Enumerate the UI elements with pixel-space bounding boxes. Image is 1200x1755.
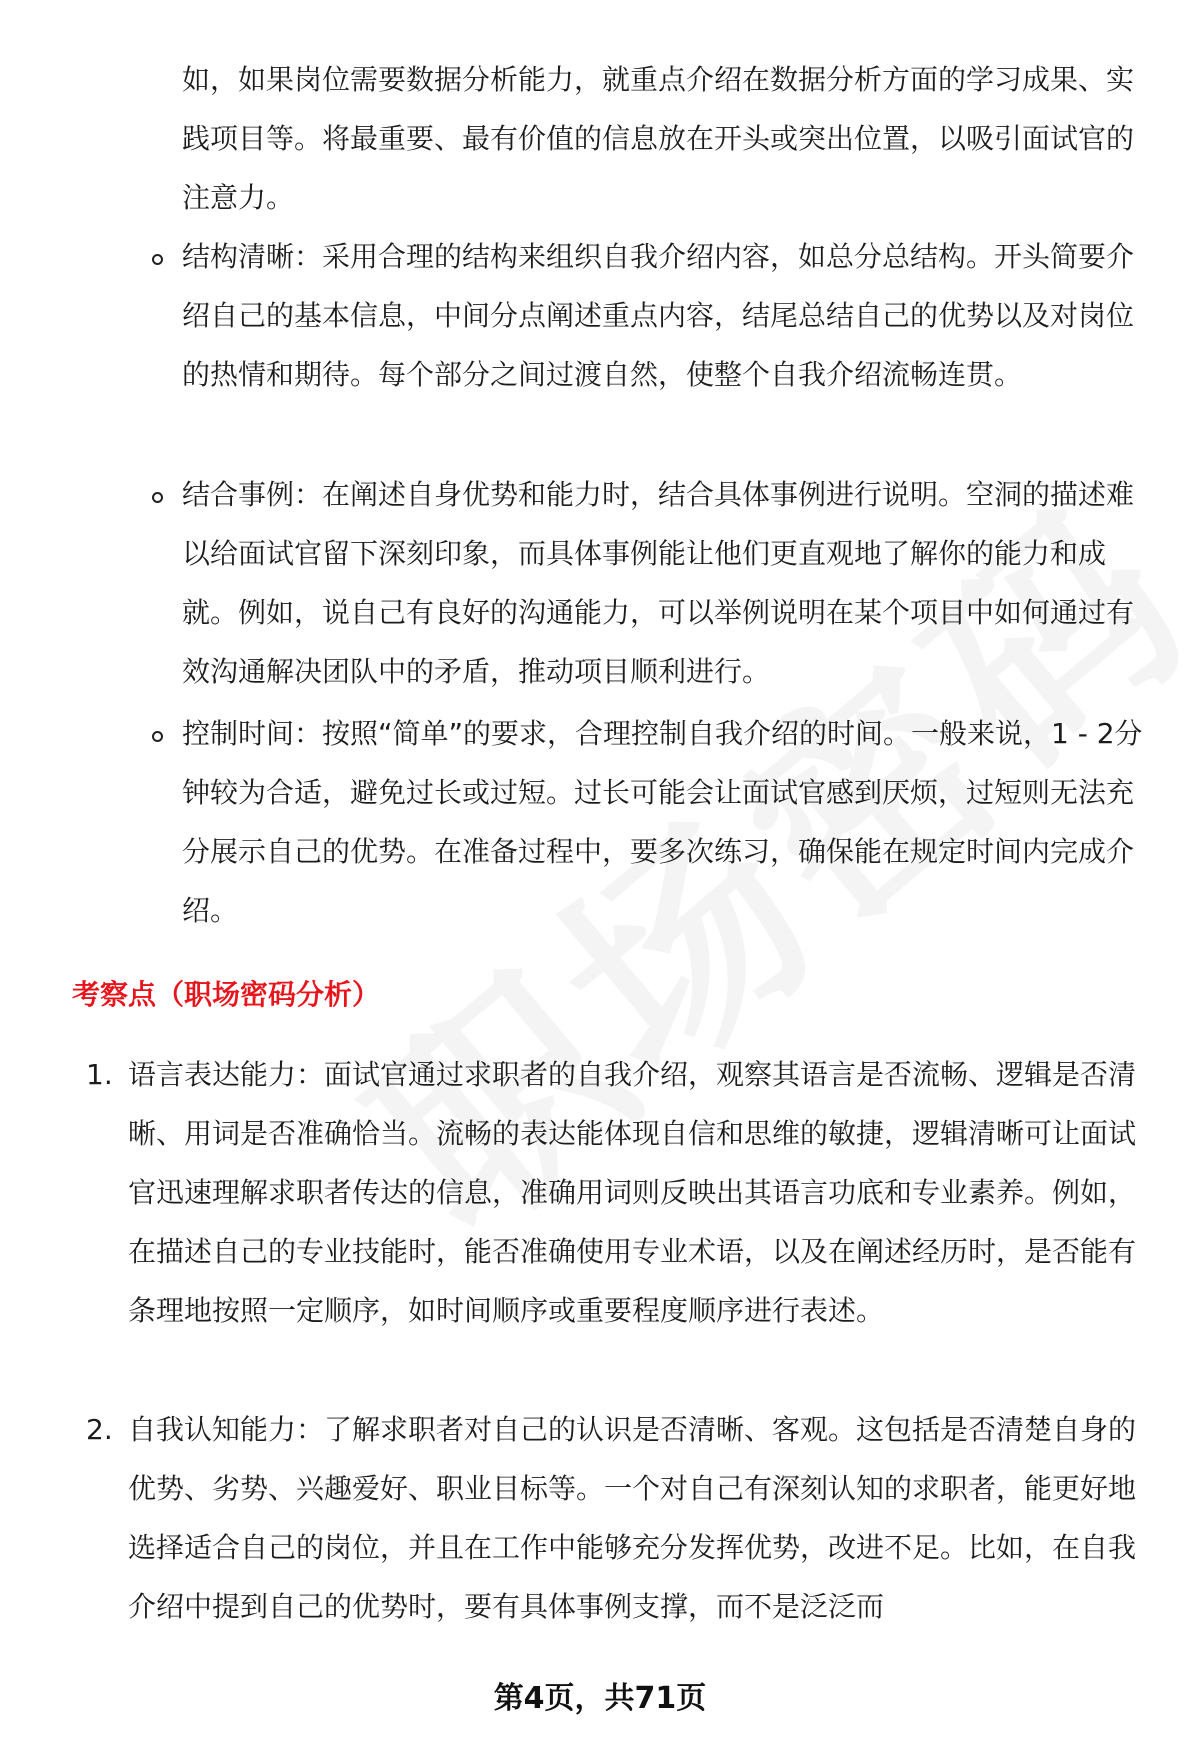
- bullet-examples: 结合事例：在阐述自身优势和能力时，结合具体事例进行说明。空洞的描述难以给面试官留下深刻印象，而具体事例能让他们更直观地了解你的能力和成就。例如，说自己有良好的沟通能力，可以举例说明在某个项目中如何通过有效沟通解决团队中的矛盾，推动项目顺利进行。: [182, 478, 1135, 688]
- list-number: 1.: [86, 1058, 113, 1091]
- bullet-circle-icon: [152, 492, 163, 503]
- continuation-paragraph: 如，如果岗位需要数据分析能力，就重点介绍在数据分析方面的学习成果、实践项目等。将最重要、最有价值的信息放在开头或突出位置，以吸引面试官的注意力。: [182, 63, 1135, 214]
- section-title: 考察点（职场密码分析）: [72, 978, 381, 1011]
- bullet-time-control: 控制时间：按照“简单”的要求，合理控制自我介绍的时间。一般来说，1 - 2分钟较为合适，避免过长或过短。过长可能会让面试官感到厌烦，过短则无法充分展示自己的优势。在准备过程中，要多次练习，确保能在规定时间内完成介绍。: [182, 717, 1143, 927]
- page-footer: 第4页，共71页: [493, 1681, 707, 1716]
- bullet-structure: 结构清晰：采用合理的结构来组织自我介绍内容，如总分总结构。开头简要介绍自己的基本信息，中间分点阐述重点内容，结尾总结自己的优势以及对岗位的热情和期待。每个部分之间过渡自然，使整个自我介绍流畅连贯。: [182, 240, 1135, 391]
- list-item-self-awareness: 自我认知能力：了解求职者对自己的认识是否清晰、客观。这包括是否清楚自身的优势、劣势、兴趣爱好、职业目标等。一个对自己有深刻认知的求职者，能更好地选择适合自己的岗位，并且在工作中能够充分发挥优势，改进不足。比如，在自我介绍中提到自己的优势时，要有具体事例支撑，而不是泛泛而: [128, 1413, 1137, 1623]
- bullet-circle-icon: [152, 254, 163, 265]
- list-item-language: 语言表达能力：面试官通过求职者的自我介绍，观察其语言是否流畅、逻辑是否清晰、用词是否准确恰当。流畅的表达能体现自信和思维的敏捷，逻辑清晰可让面试官迅速理解求职者传达的信息，准确用词则反映出其语言功底和专业素养。例如，在描述自己的专业技能时，能否准确使用专业术语，以及在阐述经历时，是否能有条理地按照一定顺序，如时间顺序或重要程度顺序进行表述。: [128, 1058, 1137, 1327]
- bullet-circle-icon: [152, 731, 163, 742]
- list-number: 2.: [86, 1413, 113, 1446]
